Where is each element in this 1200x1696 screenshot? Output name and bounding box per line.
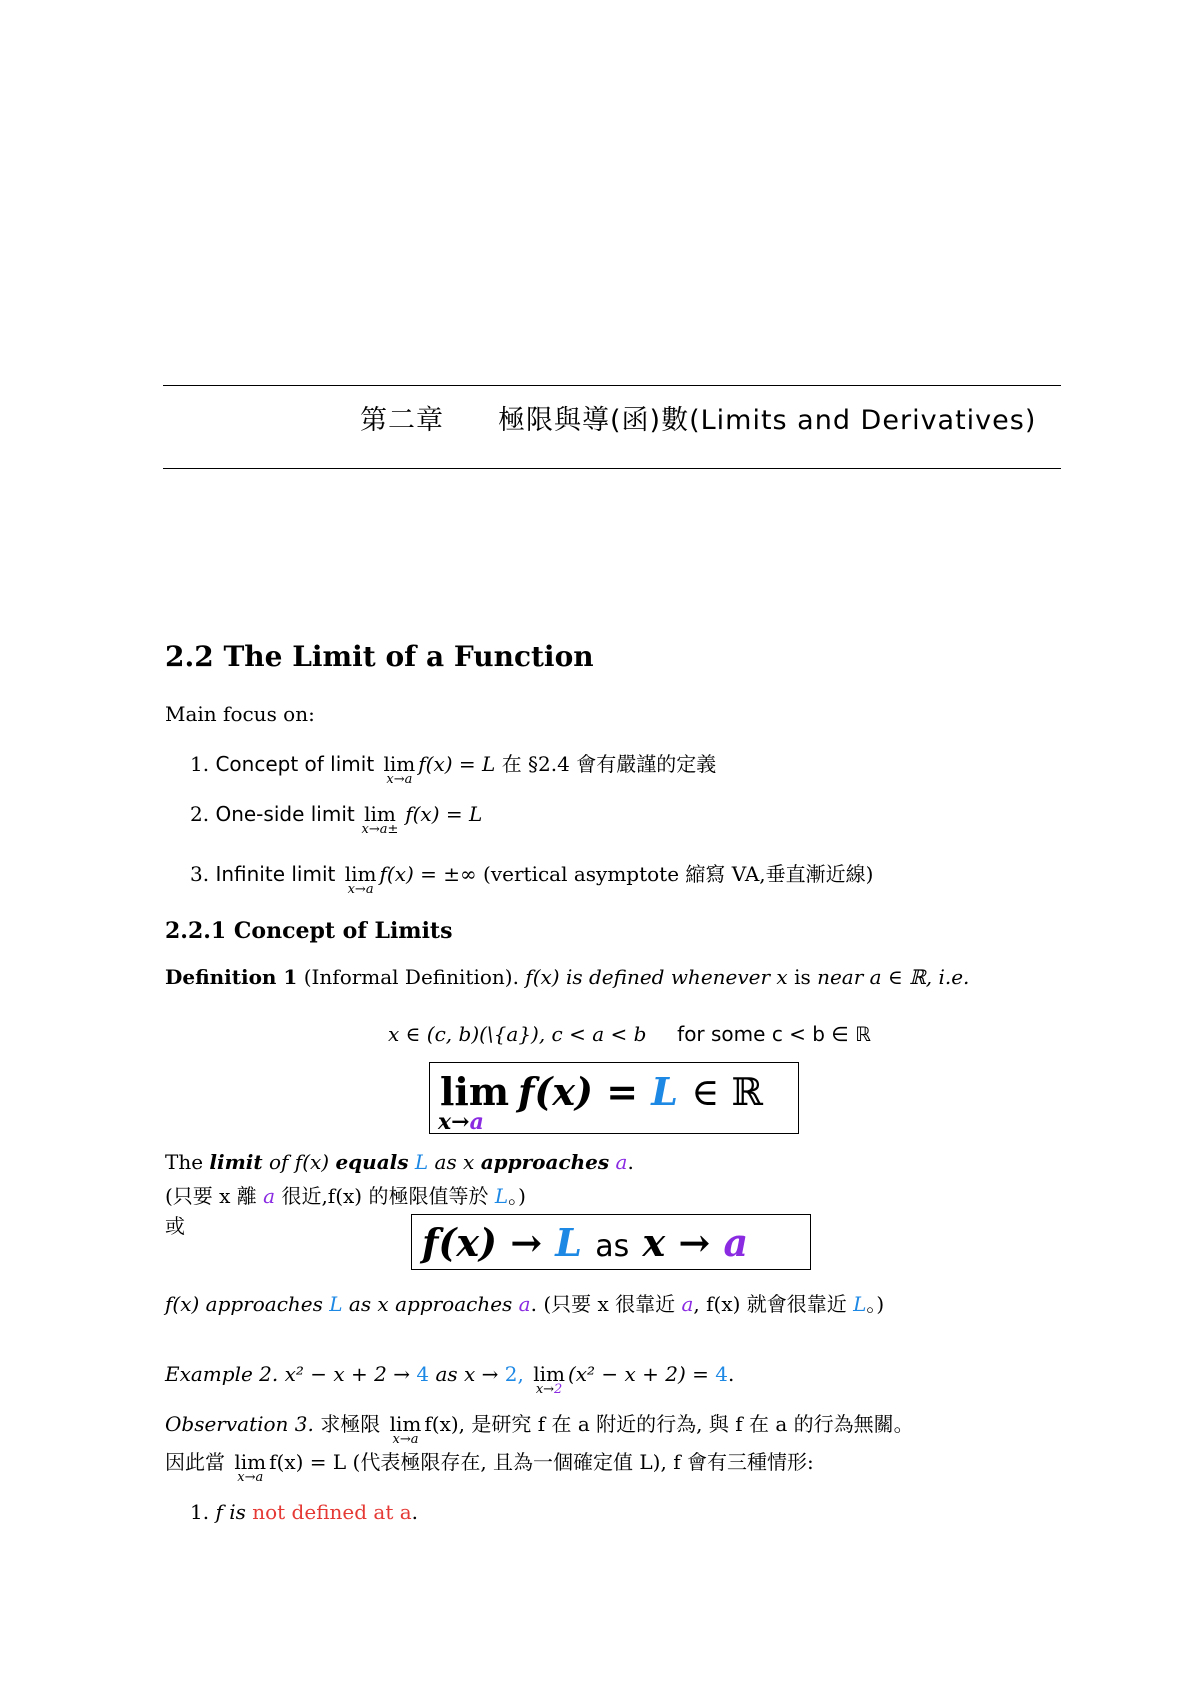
approaches-line: f(x) approaches L as x approaches a. (只要 x 很靠近 a, f(x) 就會很靠近 L。): [165, 1292, 885, 1316]
limit-sentence: The limit of f(x) equals L as x approaches a.: [165, 1150, 634, 1174]
chapter-number: 第二章: [360, 405, 444, 436]
item-text: Concept of limit: [215, 752, 375, 776]
limit-expression: f(x) = L ∈ ℝ: [518, 1069, 764, 1114]
chapter-rule-bottom: [163, 468, 1061, 469]
section-heading: 2.2 The Limit of a Function: [165, 640, 594, 673]
limit-operator: lim x→a: [383, 752, 416, 787]
item-number: 2.: [190, 802, 210, 826]
item-expression: f(x) = ±∞: [379, 862, 477, 886]
limit-operator: lim x→a: [234, 1450, 267, 1485]
subsection-heading: 2.2.1 Concept of Limits: [165, 918, 453, 944]
main-focus: Main focus on:: [165, 702, 315, 726]
item-expression: f(x) = L: [418, 752, 496, 776]
item-number: 3.: [190, 862, 210, 886]
limit-operator: lim x→2: [533, 1362, 565, 1397]
limit-definition-box: [429, 1062, 799, 1134]
limit-operator: lim x→a: [344, 862, 377, 897]
item-text: One-side limit: [215, 802, 355, 826]
chapter-name: 極限與導(函)數(Limits and Derivatives): [498, 405, 1037, 436]
item-text: Infinite limit: [215, 862, 336, 886]
definition-paren: (Informal Definition).: [303, 965, 519, 989]
limit-operator: lim: [440, 1069, 510, 1114]
definition-line: Definition 1 (Informal Definition). f(x) is defined whenever x is near a ∈ ℝ, i.e.: [165, 965, 970, 989]
definition-display: x ∈ (c, b)(\{a}), c < a < b for some c < b ∈ ℝ: [388, 1022, 871, 1046]
observation-line-2: 因此當 lim x→a f(x) = L (代表極限存在, 且為一個確定值 L), f 會有三種情形:: [165, 1450, 814, 1485]
case-item-1: 1. f is not defined at a.: [190, 1500, 419, 1524]
item-note: 在 §2.4 會有嚴謹的定義: [501, 752, 717, 776]
limit-operator: lim x→a: [389, 1412, 422, 1447]
example-line: Example 2. x² − x + 2 → 4 as x → 2, lim x→2 (x² − x + 2) = 4.: [165, 1362, 735, 1397]
chinese-note: (只要 x 離 a 很近,f(x) 的極限值等於 L。): [165, 1184, 526, 1208]
approaches-box: f(x) → L as x → a: [411, 1214, 811, 1270]
definition-label: Definition 1: [165, 965, 298, 989]
limit-operator: lim x→a±: [361, 802, 399, 837]
observation-label: Observation 3.: [165, 1412, 314, 1436]
item-number: 1.: [190, 752, 210, 776]
focus-item-2: [190, 802, 483, 837]
limit-subscript: x→a: [438, 1109, 484, 1135]
item-expression: f(x) = L: [405, 802, 483, 826]
chapter-rule-top: [163, 385, 1061, 386]
focus-item-3: [190, 858, 874, 897]
observation-line-1: Observation 3. 求極限 lim x→a f(x), 是研究 f 在 a 附近的行為, 與 f 在 a 的行為無關。: [165, 1412, 914, 1447]
chapter-title: [360, 398, 1036, 437]
focus-item-1: [190, 748, 717, 787]
or-label: 或: [165, 1214, 185, 1238]
item-note: (vertical asymptote 縮寫 VA,垂直漸近線): [483, 862, 874, 886]
example-label: Example 2.: [165, 1362, 279, 1386]
